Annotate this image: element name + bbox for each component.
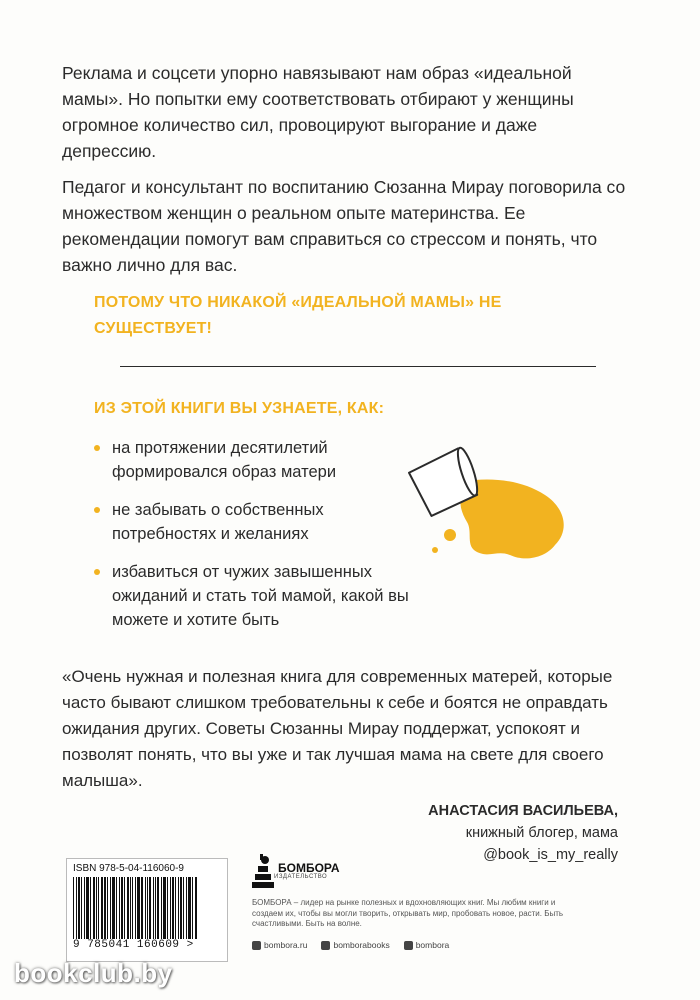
barcode-stripe <box>119 877 120 939</box>
review-quote: «Очень нужная и полезная книга для современных матерей, которые часто бывают слишком требовательны к себе и боятся не оправдать ожидания других. Советы Сюзанны Мирау поддержат, успокоят и позволят понять, что вы уже и так лучшая мама на свете для своего малыша». <box>62 667 613 790</box>
watermark: bookclub.by <box>14 958 173 988</box>
barcode-stripe <box>116 877 117 939</box>
social-label: bomborabooks <box>333 940 390 950</box>
barcode-stripe <box>153 877 154 939</box>
barcode-stripe <box>157 877 159 939</box>
barcode-stripe <box>112 877 115 939</box>
intro-paragraph-1: Реклама и соцсети упорно навязывают нам образ «идеальной мамы». Но попытки ему соответствовать отбирают у женщины огромное количество сил, провоцируют выгорание и даже депрессию. <box>62 63 574 161</box>
barcode-stripe <box>155 877 156 939</box>
barcode-stripe <box>145 877 146 939</box>
barcode-digits: 9 785041 160609 > <box>73 939 194 951</box>
list-item-text: избавиться от чужих завышенных ожиданий и стать той мамой, какой вы можете и хотите быть <box>112 563 409 629</box>
list-item <box>94 560 424 632</box>
barcode-bars <box>73 877 221 939</box>
learn-list <box>94 436 424 646</box>
social-item-telegram[interactable] <box>404 940 450 950</box>
barcode-stripe <box>188 877 191 939</box>
barcode-stripe <box>107 877 108 939</box>
barcode-stripe <box>101 877 103 939</box>
barcode-stripe <box>90 877 91 939</box>
barcode-stripe <box>172 877 174 939</box>
barcode-stripe <box>127 877 129 939</box>
divider <box>120 366 596 367</box>
barcode-stripe <box>96 877 97 939</box>
barcode-stripe <box>167 877 168 939</box>
list-item-text: не забывать о собственных потребностях и желаниях <box>112 501 324 543</box>
barcode-stripe <box>192 877 193 939</box>
review-author <box>428 800 618 866</box>
list-item-text: на протяжении десятилетий формировался образ матери <box>112 439 337 481</box>
barcode-stripe <box>124 877 125 939</box>
list-item <box>94 498 424 546</box>
barcode-stripe <box>186 877 187 939</box>
barcode <box>66 858 228 962</box>
barcode-stripe <box>132 877 133 939</box>
author-name: АНАСТАСИЯ ВАСИЛЬЕВА, <box>428 803 618 819</box>
barcode-stripe <box>137 877 140 939</box>
barcode-stripe <box>110 877 111 939</box>
barcode-stripe <box>180 877 182 939</box>
social-label: bombora <box>415 940 450 950</box>
publisher-name: БОМБОРА <box>278 861 340 875</box>
social-links <box>252 940 449 950</box>
barcode-stripe <box>175 877 176 939</box>
publisher-subtitle: ИЗДАТЕЛЬСТВО <box>274 874 328 880</box>
barcode-stripe <box>147 877 148 939</box>
author-handle: @book_is_my_really <box>483 847 618 863</box>
barcode-stripe <box>93 877 95 939</box>
barcode-stripe <box>183 877 184 939</box>
social-item-vk[interactable] <box>321 940 389 950</box>
barcode-stripe <box>98 877 99 939</box>
callout-heading: ПОТОМУ ЧТО НИКАКОЙ «ИДЕАЛЬНОЙ МАМЫ» НЕ СУЩЕСТВУЕТ! <box>94 294 502 337</box>
barcode-stripe <box>121 877 123 939</box>
bullet-dot-icon <box>94 507 100 513</box>
bullet-dot-icon <box>94 569 100 575</box>
barcode-stripe <box>170 877 171 939</box>
list-item <box>94 436 424 484</box>
bomb-tower-icon <box>252 854 274 888</box>
barcode-stripe <box>76 877 77 939</box>
barcode-stripe <box>195 877 197 939</box>
barcode-stripe <box>149 877 151 939</box>
isbn-label: ISBN 978-5-04-116060-9 <box>73 863 184 874</box>
barcode-stripe <box>163 877 166 939</box>
publisher-blurb: БОМБОРА – лидер на рынке полезных и вдохновляющих книг. Мы любим книги и создаем их, чтобы вы могли творить, открывать мир, пробовать новое, расти. Быть счастливыми. Быть на волне. <box>252 898 564 928</box>
spilled-cup-icon <box>405 440 575 570</box>
barcode-stripe <box>178 877 179 939</box>
barcode-stripe <box>84 877 85 939</box>
barcode-stripe <box>161 877 162 939</box>
vk-icon <box>321 941 330 950</box>
barcode-stripe <box>78 877 80 939</box>
telegram-icon <box>404 941 413 950</box>
social-item-site[interactable] <box>252 940 307 950</box>
social-label: bombora.ru <box>264 940 308 950</box>
barcode-stripe <box>86 877 89 939</box>
barcode-stripe <box>104 877 106 939</box>
barcode-stripe <box>73 877 74 939</box>
barcode-stripe <box>130 877 131 939</box>
bullet-dot-icon <box>94 445 100 451</box>
globe-icon <box>252 941 261 950</box>
intro-paragraph-2: Педагог и консультант по воспитанию Сюзанна Мирау поговорила со множеством женщин о реальном опыте материнства. Ее рекомендации помогут вам справиться со стрессом и понять, что важно лично для вас. <box>62 177 626 275</box>
learn-heading: ИЗ ЭТОЙ КНИГИ ВЫ УЗНАЕТЕ, КАК: <box>94 400 385 417</box>
barcode-stripe <box>141 877 143 939</box>
author-role: книжный блогер, мама <box>465 825 618 841</box>
barcode-stripe <box>135 877 136 939</box>
barcode-stripe <box>81 877 82 939</box>
publisher-logo <box>252 854 340 888</box>
